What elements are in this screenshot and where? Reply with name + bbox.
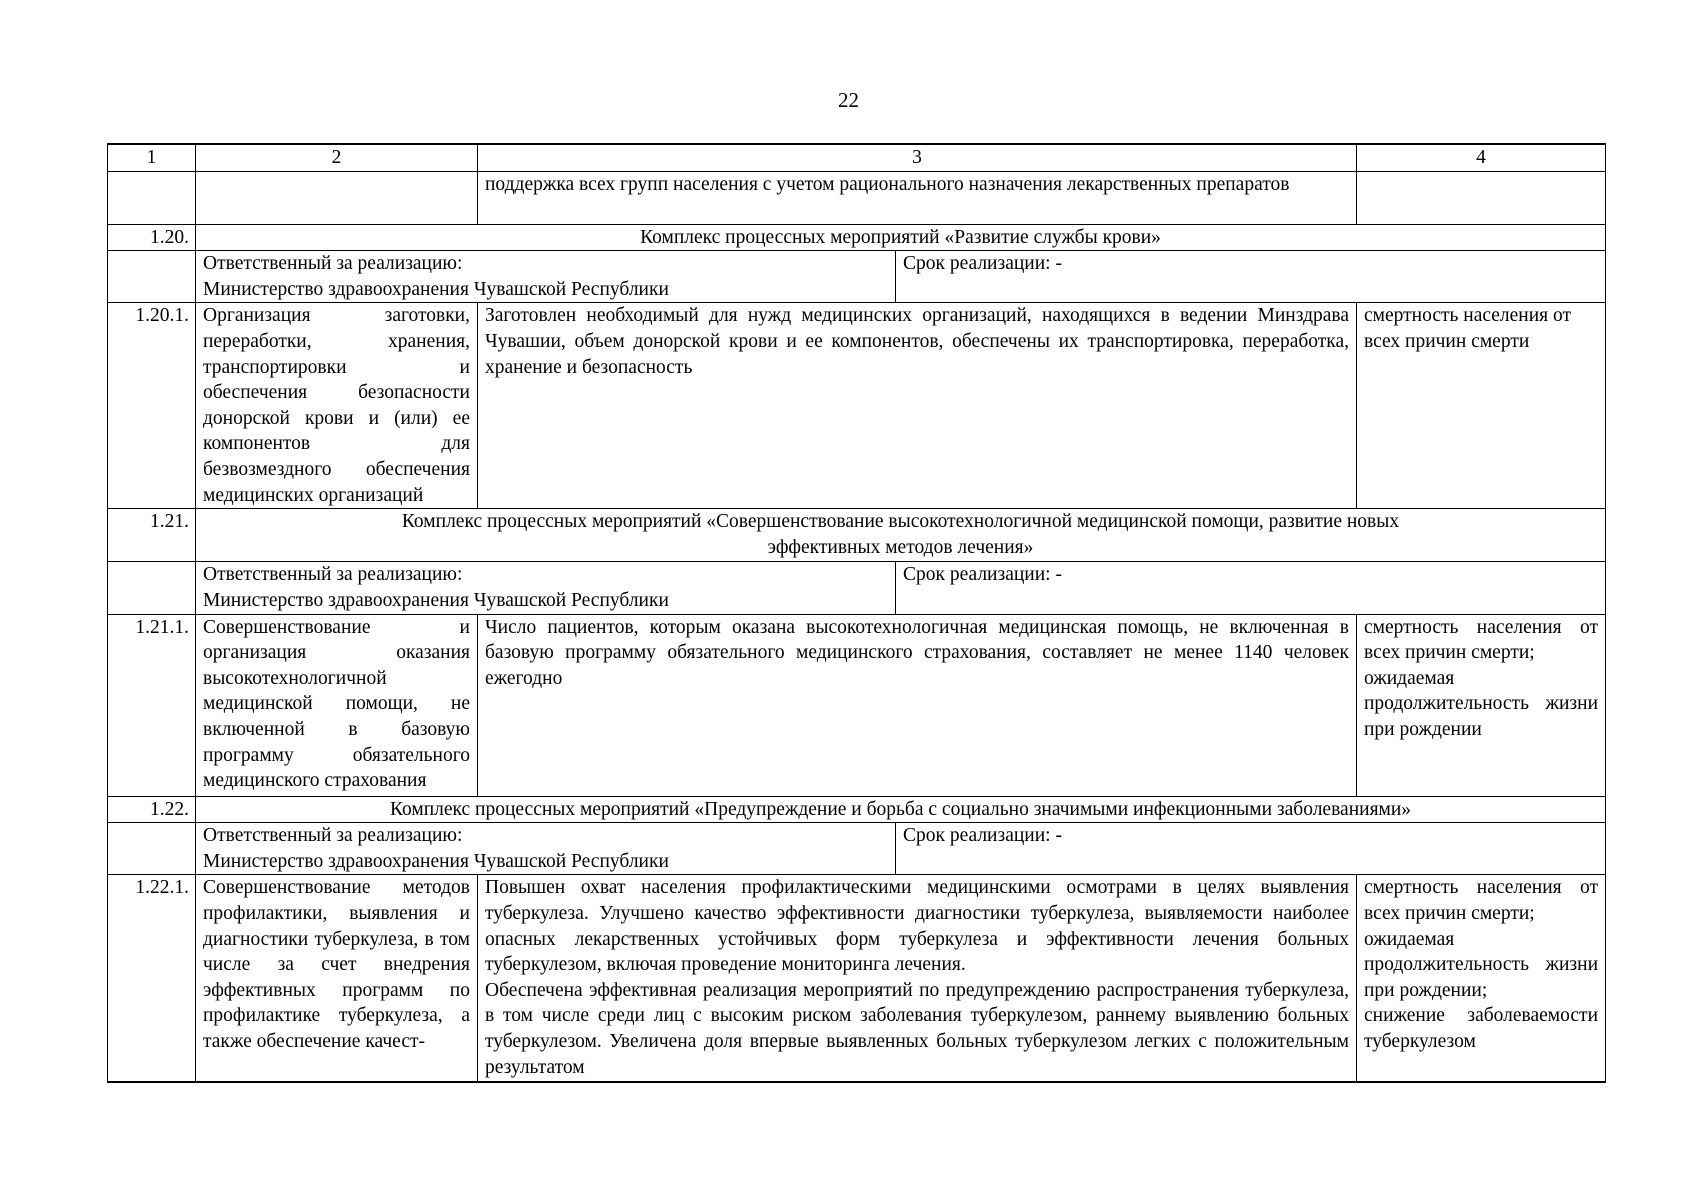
term-cell: Срок реализации: - bbox=[896, 562, 1606, 614]
header-col-2: 2 bbox=[196, 144, 478, 171]
responsible-row bbox=[108, 823, 1606, 875]
number-cell bbox=[108, 562, 196, 614]
section-row-1-21 bbox=[108, 509, 1606, 562]
task-cell: Организация заготовки, переработки, хранения, транспортировки и обеспечения безопасности донорской крови и (или) ее компонентов для безвозмездного обеспечения медицинских организаций bbox=[196, 303, 478, 509]
indicator-line-3: снижение заболеваемости туберкулезом bbox=[1364, 1005, 1598, 1052]
header-col-3: 3 bbox=[478, 144, 1357, 171]
indicator-cell bbox=[1357, 875, 1606, 1082]
responsible-value: Министерство здравоохранения Чувашской Республики bbox=[203, 278, 669, 300]
result-cell: Число пациентов, которым оказана высокотехнологичная медицинская помощь, не включенная в базовую программу обязательного медицинского страхования, составляет не менее 1140 человек ежегодно bbox=[478, 614, 1357, 796]
indicator-cell bbox=[1357, 171, 1606, 224]
row-number: 1.22.1. bbox=[108, 875, 196, 1082]
indicator-cell bbox=[1357, 614, 1606, 796]
indicator-line-2: ожидаемая продолжительность жизни при рождении bbox=[1364, 667, 1598, 740]
section-row-1-22 bbox=[108, 796, 1606, 823]
result-cell: Заготовлен необходимый для нужд медицинских организаций, находящихся в ведении Минздрава Чувашии, объем донорской крови и ее компонентов, обеспечены их транспортировка, переработка, хранение и безопасность bbox=[478, 303, 1357, 509]
section-title: Комплекс процессных мероприятий «Развитие службы крови» bbox=[196, 224, 1606, 251]
result-paragraph-1: Повышен охват населения профилактическими медицинскими осмотрами в целях выявления туберкулеза. Улучшено качество эффективности диагностики туберкулеза, выявляемости наиболее опасных лекарственных устойчивых форм туберкулеза и эффективности лечения больных туберкулезом, включая проведение мониторинга лечения. bbox=[485, 877, 1349, 976]
number-cell bbox=[108, 171, 196, 224]
result-paragraph-2: Обеспечена эффективная реализация мероприятий по предупреждению распространения туберкулеза, в том числе среди лиц с высоким риском заболевания туберкулезом, раннему выявлению больных туберкулезом. Увеличена доля впервые выявленных больных туберкулезом легких с положительным результатом bbox=[485, 979, 1349, 1078]
result-cell: поддержка всех групп населения с учетом рационального назначения лекарственных препаратов bbox=[478, 171, 1357, 224]
table-row bbox=[108, 614, 1606, 796]
table-row bbox=[108, 875, 1606, 1082]
section-number: 1.21. bbox=[108, 509, 196, 562]
section-title: Комплекс процессных мероприятий «Предупреждение и борьба с социально значимыми инфекционными заболеваниями» bbox=[196, 796, 1606, 823]
term-cell: Срок реализации: - bbox=[896, 823, 1606, 875]
responsible-row bbox=[108, 251, 1606, 303]
program-table bbox=[107, 143, 1606, 1083]
table-header-row bbox=[108, 144, 1606, 171]
indicator-line-1: смертность населения от всех причин смерти; bbox=[1364, 616, 1598, 664]
header-col-4: 4 bbox=[1357, 144, 1606, 171]
section-number: 1.22. bbox=[108, 796, 196, 823]
responsible-value: Министерство здравоохранения Чувашской Республики bbox=[203, 850, 669, 872]
number-cell bbox=[108, 251, 196, 303]
responsible-cell bbox=[196, 823, 896, 875]
task-cell: Совершенствование методов профилактики, выявления и диагностики туберкулеза, в том числе за счет внедрения эффективных программ по профилактике туберкулеза, а также обеспечение качест- bbox=[196, 875, 478, 1082]
section-title-line-2: эффективных методов лечения» bbox=[767, 536, 1034, 558]
section-title bbox=[196, 509, 1606, 562]
responsible-row bbox=[108, 562, 1606, 614]
term-cell: Срок реализации: - bbox=[896, 251, 1606, 303]
header-col-1: 1 bbox=[108, 144, 196, 171]
row-number: 1.20.1. bbox=[108, 303, 196, 509]
indicator-line-2: ожидаемая продолжительность жизни при рождении; bbox=[1364, 928, 1598, 1001]
section-row-1-20 bbox=[108, 224, 1606, 251]
task-cell: Совершенствование и организация оказания высокотехнологичной медицинской помощи, не включенной в базовую программу обязательного медицинского страхования bbox=[196, 614, 478, 796]
page-number: 22 bbox=[838, 88, 859, 112]
number-cell bbox=[108, 823, 196, 875]
task-cell bbox=[196, 171, 478, 224]
section-title-line-1: Комплекс процессных мероприятий «Совершенствование высокотехнологичной медицинской помощи, развитие новых bbox=[401, 511, 1400, 533]
section-number: 1.20. bbox=[108, 224, 196, 251]
responsible-cell bbox=[196, 562, 896, 614]
table-row bbox=[108, 303, 1606, 509]
indicator-cell: смертность населения от всех причин смерти bbox=[1357, 303, 1606, 509]
responsible-label: Ответственный за реализацию: bbox=[203, 825, 463, 847]
responsible-label: Ответственный за реализацию: bbox=[203, 564, 463, 586]
responsible-label: Ответственный за реализацию: bbox=[203, 253, 463, 275]
result-cell bbox=[478, 875, 1357, 1082]
indicator-line-1: смертность населения от всех причин смерти; bbox=[1364, 877, 1598, 924]
row-number: 1.21.1. bbox=[108, 614, 196, 796]
table-row bbox=[108, 171, 1606, 224]
responsible-cell bbox=[196, 251, 896, 303]
responsible-value: Министерство здравоохранения Чувашской Республики bbox=[203, 589, 669, 611]
